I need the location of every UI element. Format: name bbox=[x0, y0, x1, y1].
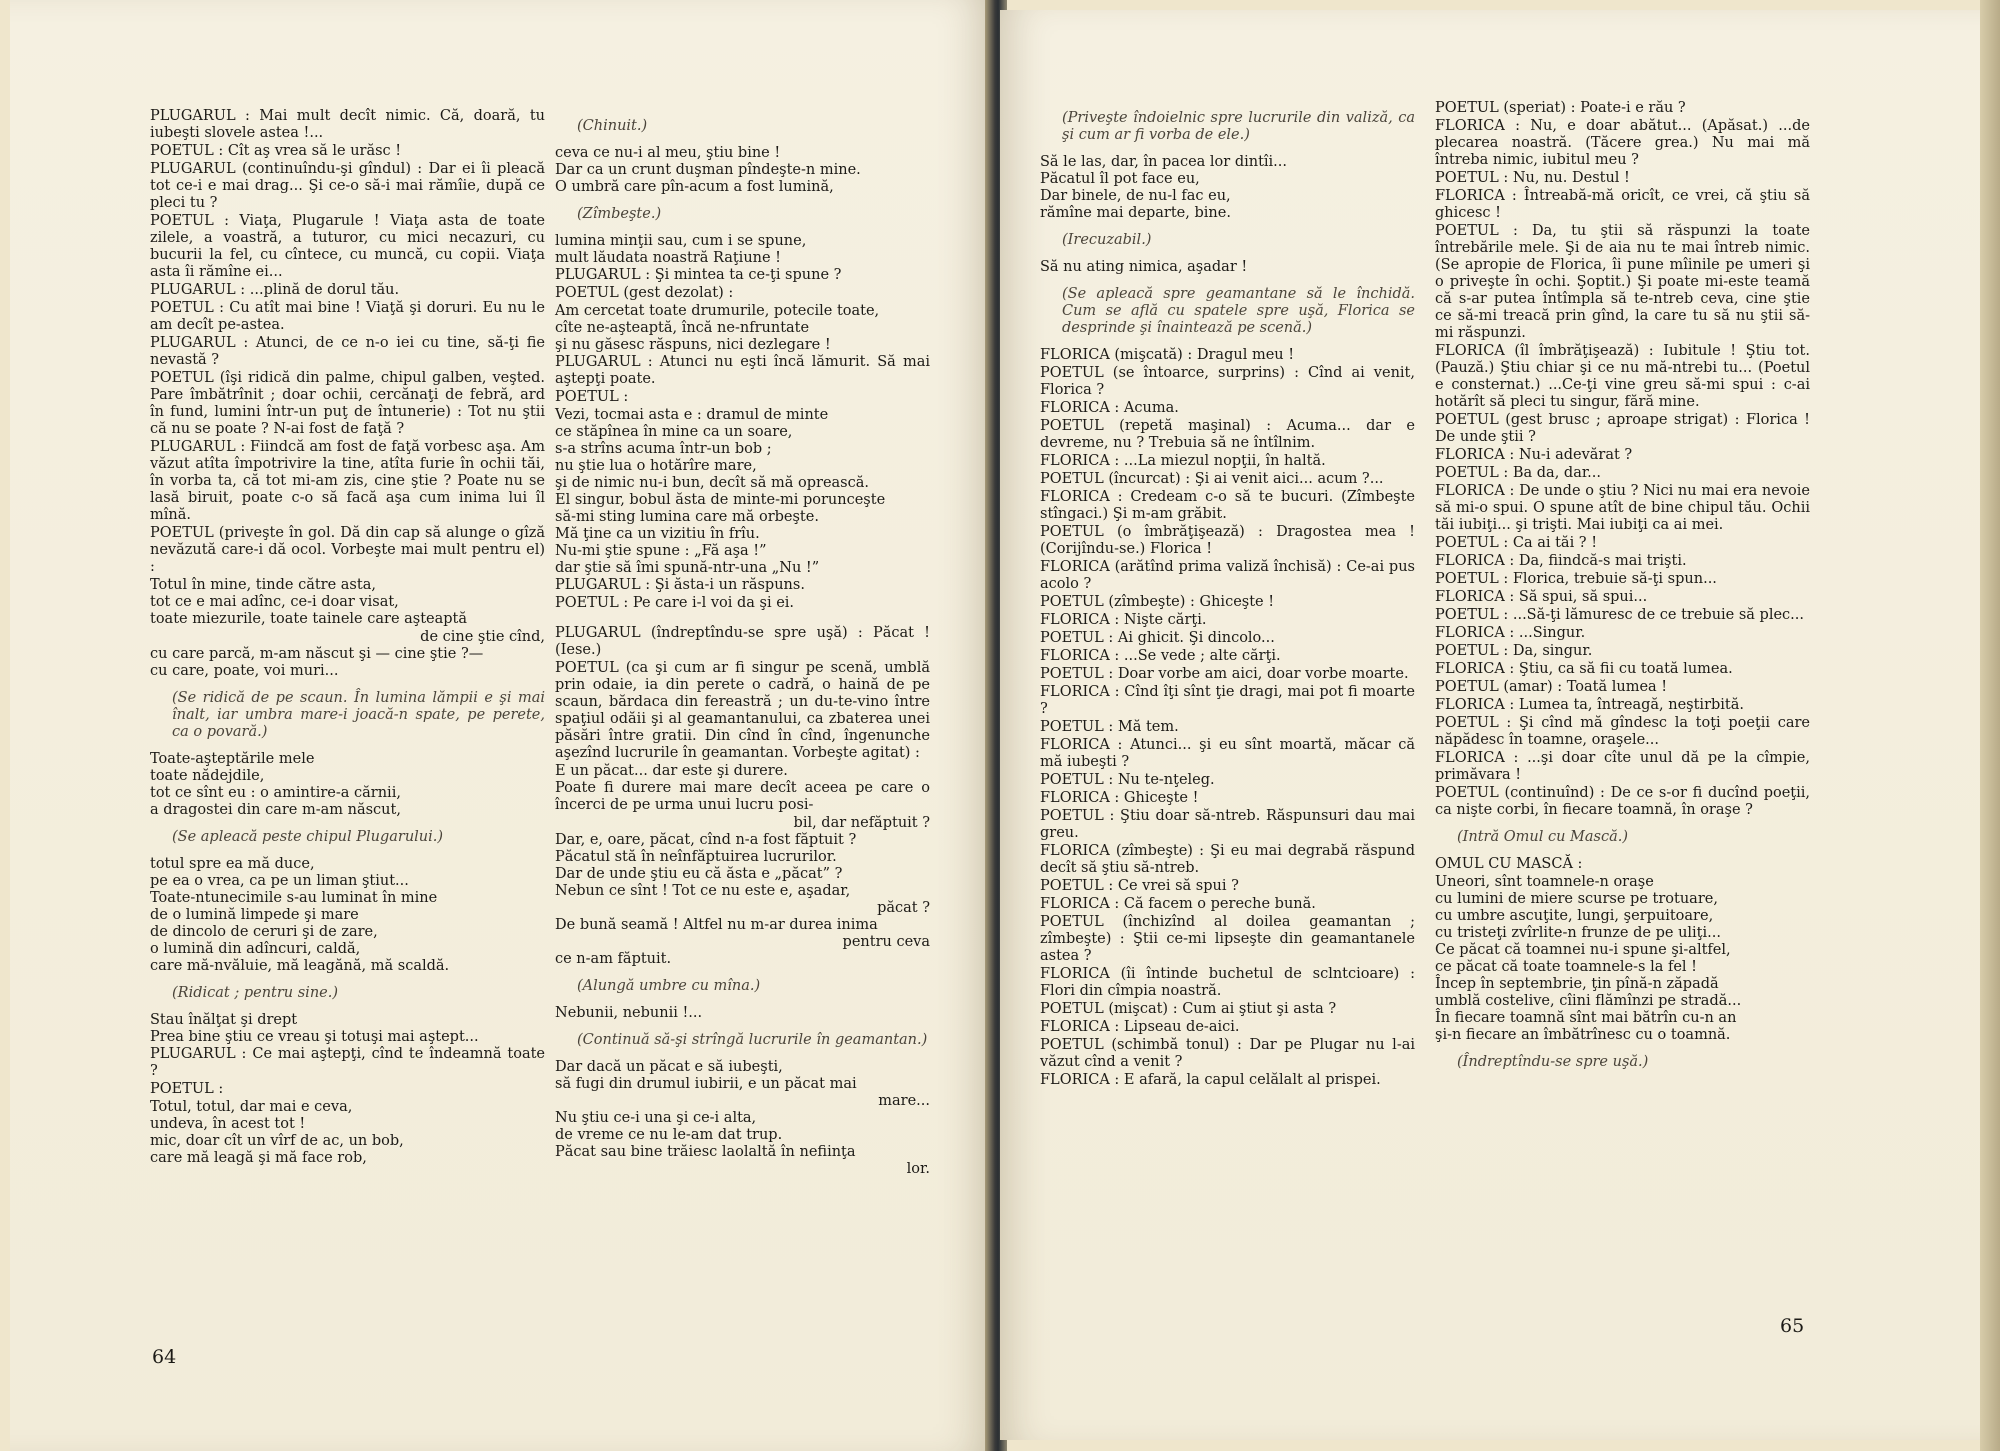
dialogue-line: FLORICA : De unde o ştiu ? Nici nu mai era nevoie să mi-o spui. O spune atît de bine chipul tău. Ochii tăi iubiţi... şi trişti. Mai iubiţi ca ai mei. bbox=[1435, 483, 1810, 533]
verse-line: Păcatul stă în neînfăptuirea lucrurilor. bbox=[555, 849, 837, 865]
verse-continuation: păcat ? bbox=[877, 900, 930, 916]
dialogue-line: FLORICA : Nişte cărţi. bbox=[1040, 612, 1207, 628]
verse-line: rămîne mai departe, bine. bbox=[1040, 205, 1231, 221]
right-page-column-1 bbox=[1040, 100, 1415, 1370]
dialogue-line: POETUL (amar) : Toată lumea ! bbox=[1435, 679, 1668, 695]
stage-direction: (Ridicat ; pentru sine.) bbox=[172, 985, 338, 1001]
dialogue-line: POETUL : Şi cînd mă gîndesc la toţi poeţii care năpădesc în toamne, oraşele... bbox=[1435, 715, 1810, 748]
verse-line: mic, doar cît un vîrf de ac, un bob, bbox=[150, 1133, 404, 1149]
verse-line: dar ştie să îmi spună-ntr-una „Nu !” bbox=[555, 560, 820, 576]
dialogue-line: FLORICA : Întreabă-mă oricît, ce vrei, că ştiu să ghicesc ! bbox=[1435, 188, 1810, 221]
dialogue-line: FLORICA : Ghiceşte ! bbox=[1040, 790, 1199, 806]
verse-line: Am cercetat toate drumurile, potecile toate, bbox=[555, 303, 880, 319]
verse-line: Dar dacă un păcat e să iubeşti, bbox=[555, 1059, 783, 1075]
verse-line: Nebunii, nebunii !... bbox=[555, 1005, 703, 1021]
page-edge bbox=[1980, 0, 2000, 1451]
dialogue-line: POETUL : Ai ghicit. Şi dincolo... bbox=[1040, 630, 1275, 646]
stage-direction: (Intră Omul cu Mască.) bbox=[1457, 829, 1628, 845]
verse-line: E un păcat... dar este şi durere. bbox=[555, 763, 788, 779]
verse-line: lumina minţii sau, cum i se spune, bbox=[555, 233, 807, 249]
verse-line: toate nădejdile, bbox=[150, 768, 265, 784]
stage-direction: (Îndreptîndu-se spre uşă.) bbox=[1457, 1054, 1649, 1070]
stage-direction: (Se apleacă peste chipul Plugarului.) bbox=[172, 829, 444, 845]
dialogue-line: POETUL : Florica, trebuie să-ţi spun... bbox=[1435, 571, 1717, 587]
verse-line: Să nu ating nimica, aşadar ! bbox=[1040, 259, 1248, 275]
verse-line: Prea bine ştiu ce vreau şi totuşi mai aştept... bbox=[150, 1029, 479, 1045]
dialogue-line: POETUL (o îmbrăţişează) : Dragostea mea ! (Corijîndu-se.) Florica ! bbox=[1040, 524, 1415, 557]
dialogue-line: FLORICA : Lipseau de-aici. bbox=[1040, 1019, 1240, 1035]
dialogue-line: FLORICA : Atunci... şi eu sînt moartă, măcar că mă iubeşti ? bbox=[1040, 737, 1415, 770]
verse-line: şi nu găsesc răspuns, nici dezlegare ! bbox=[555, 337, 831, 353]
verse-line: cu care parcă, m-am născut şi — cine ştie ?— bbox=[150, 646, 484, 662]
dialogue-line: PLUGARUL : Ce mai aştepţi, cînd te îndeamnă toate ? bbox=[150, 1046, 545, 1079]
verse-line: Nebun ce sînt ! Tot ce nu este e, aşadar, bbox=[555, 883, 851, 899]
verse-line: cu umbre ascuţite, lungi, şerpuitoare, bbox=[1435, 908, 1714, 924]
dialogue-line: PLUGARUL : Şi ăsta-i un răspuns. bbox=[555, 577, 805, 593]
dialogue-line: FLORICA : Cînd îţi sînt ţie dragi, mai pot fi moarte ? bbox=[1040, 684, 1415, 717]
verse-line: să-mi sting lumina care mă orbeşte. bbox=[555, 509, 819, 525]
verse-line: nu ştie lua o hotărîre mare, bbox=[555, 458, 757, 474]
dialogue-line: POETUL (încurcat) : Şi ai venit aici... acum ?... bbox=[1040, 471, 1384, 487]
dialogue-line: POETUL : Ba da, dar... bbox=[1435, 465, 1601, 481]
dialogue-line: POETUL : Cît aş vrea să le urăsc ! bbox=[150, 143, 402, 159]
verse-line: umblă costelive, cîini flămînzi pe stradă... bbox=[1435, 993, 1742, 1009]
verse-line: să fugi din drumul iubirii, e un păcat mai bbox=[555, 1076, 857, 1092]
dialogue-line: FLORICA : Acuma. bbox=[1040, 400, 1179, 416]
verse-continuation: pentru ceva bbox=[842, 934, 930, 950]
verse-line: Nu-mi ştie spune : „Fă aşa !” bbox=[555, 543, 767, 559]
verse-line: cu lumini de miere scurse pe trotuare, bbox=[1435, 891, 1718, 907]
dialogue-line: PLUGARUL (îndreptîndu-se spre uşă) : Păcat ! (Iese.) bbox=[555, 625, 930, 658]
verse-line: Dar de unde ştiu eu că ăsta e „păcat” ? bbox=[555, 866, 843, 882]
dialogue-line: FLORICA : ...Se vede ; alte cărţi. bbox=[1040, 648, 1281, 664]
stage-direction: (Zîmbeşte.) bbox=[577, 206, 662, 222]
dialogue-line: FLORICA : Da, fiindcă-s mai trişti. bbox=[1435, 553, 1687, 569]
verse-line: Toate-ntunecimile s-au luminat în mine bbox=[150, 890, 438, 906]
dialogue-line: POETUL (priveşte în gol. Dă din cap să alunge o gîză nevăzută care-i dă ocol. Vorbeşte mai mult pentru el) : bbox=[150, 525, 545, 575]
verse-line: ce n-am făptuit. bbox=[555, 951, 672, 967]
verse-line: Dar binele, de nu-l fac eu, bbox=[1040, 188, 1231, 204]
dialogue-line: FLORICA : ...Singur. bbox=[1435, 625, 1586, 641]
dialogue-line: POETUL : bbox=[150, 1081, 224, 1097]
dialogue-line: FLORICA : ...şi doar cîte unul dă pe la cîmpie, primăvara ! bbox=[1435, 750, 1810, 783]
verse-line: mult lăudata noastră Raţiune ! bbox=[555, 250, 782, 266]
dialogue-line: FLORICA (zîmbeşte) : Şi eu mai degrabă răspund decît să ştiu să-ntreb. bbox=[1040, 843, 1415, 876]
verse-line: şi-n fiecare an îmbătrînesc cu o toamnă. bbox=[1435, 1027, 1731, 1043]
dialogue-line: PLUGARUL : Atunci nu eşti încă lămurit. Să mai aştepţi poate. bbox=[555, 354, 930, 387]
dialogue-line: PLUGARUL : Mai mult decît nimic. Că, doară, tu iubeşti slovele astea !... bbox=[150, 108, 545, 141]
verse-line: ceva ce nu-i al meu, ştiu bine ! bbox=[555, 145, 781, 161]
dialogue-line: POETUL : Ce vrei să spui ? bbox=[1040, 878, 1239, 894]
verse-line: o lumină din adîncuri, caldă, bbox=[150, 941, 361, 957]
paragraph-spacer bbox=[555, 613, 930, 625]
dialogue-line: POETUL (speriat) : Poate-i e rău ? bbox=[1435, 100, 1686, 116]
verse-line: O umbră care pîn-acum a fost lumină, bbox=[555, 179, 834, 195]
verse-line: Dar ca un crunt duşman pîndeşte-n mine. bbox=[555, 162, 861, 178]
dialogue-line: FLORICA : ...La miezul nopţii, în haltă. bbox=[1040, 453, 1326, 469]
dialogue-line: FLORICA : Nu, e doar abătut... (Apăsat.) ...de plecarea noastră. (Tăcere grea.) Nu mai mă întreba nimic, iubitul meu ? bbox=[1435, 118, 1810, 168]
verse-line: de o lumină limpede şi mare bbox=[150, 907, 359, 923]
verse-line: ce păcat că toate toamnele-s la fel ! bbox=[1435, 959, 1697, 975]
right-page-column-2 bbox=[1435, 100, 1810, 1370]
verse-line: totul spre ea mă duce, bbox=[150, 856, 315, 872]
verse-line: tot ce e mai adînc, ce-i doar visat, bbox=[150, 594, 399, 610]
dialogue-line: OMUL CU MASCĂ : bbox=[1435, 856, 1583, 872]
dialogue-line: FLORICA (arătînd prima valiză închisă) : Ce-ai pus acolo ? bbox=[1040, 559, 1415, 592]
dialogue-line: POETUL : Pe care i-l voi da şi ei. bbox=[555, 595, 795, 611]
verse-line: de dincolo de ceruri şi de zare, bbox=[150, 924, 378, 940]
dialogue-line: POETUL : Da, tu ştii să răspunzi la toate întrebările mele. Şi de aia nu te mai întreb nimic. (Se apropie de Florica, îi pune mîinile pe umeri şi o priveşte în ochi. Şoptit.) Şi poate mi-este teamă că s-ar putea întîmpla să te-ntreb ceva, cine ştie ce să-mi treacă prin gînd, la care tu să nu ştii să-mi răspunzi. bbox=[1435, 223, 1810, 341]
left-page-column-2 bbox=[555, 108, 930, 1381]
right-page bbox=[1000, 10, 1985, 1440]
dialogue-line: Poate fi durere mai mare decît aceea pe care o încerci de pe urma unui lucru posi- bbox=[555, 780, 930, 813]
verse-line: Mă ţine ca un vizitiu în frîu. bbox=[555, 526, 760, 542]
dialogue-line: POETUL : Da, singur. bbox=[1435, 643, 1593, 659]
verse-line: De bună seamă ! Altfel nu m-ar durea inima bbox=[555, 917, 878, 933]
dialogue-line: FLORICA (îl îmbrăţişează) : Iubitule ! Ştiu tot. (Pauză.) Ştiu chiar şi ce nu mă-ntrebi tu... (Poetul e consternat.) ...Ce-ţi vine greu să-mi spui : c-ai hotărît să pleci tu singur, fără mine. bbox=[1435, 343, 1810, 410]
verse-line: de vreme ce nu le-am dat trup. bbox=[555, 1127, 783, 1143]
dialogue-line: PLUGARUL : Fiindcă am fost de faţă vorbesc aşa. Am văzut atîta împotrivire la tine, atîta furie în ochii tăi, în vorba ta, că tot mi-am zis, cine ştie ? Poate nu se lasă biruit, poate c-o să facă aşa cum inima lui îl mînă. bbox=[150, 439, 545, 523]
verse-line: tot ce sînt eu : o amintire-a cărnii, bbox=[150, 785, 401, 801]
dialogue-line: FLORICA : Lumea ta, întreagă, neştirbită. bbox=[1435, 697, 1744, 713]
verse-continuation: de cine ştie cînd, bbox=[420, 629, 545, 645]
dialogue-line: FLORICA (îi întinde buchetul de sclntcioare) : Flori din cîmpia noastră. bbox=[1040, 966, 1415, 999]
dialogue-line: POETUL (se întoarce, surprins) : Cînd ai venit, Florica ? bbox=[1040, 365, 1415, 398]
dialogue-line: PLUGARUL (continuîndu-şi gîndul) : Dar ei îi pleacă tot ce-i e mai drag... Şi ce-o să-i mai rămîie, după ce pleci tu ? bbox=[150, 161, 545, 211]
verse-line: Vezi, tocmai asta e : dramul de minte bbox=[555, 407, 829, 423]
dialogue-line: FLORICA : Ştiu, ca să fii cu toată lumea. bbox=[1435, 661, 1733, 677]
verse-line: Totul, totul, dar mai e ceva, bbox=[150, 1099, 353, 1115]
dialogue-line: PLUGARUL : ...plină de dorul tău. bbox=[150, 282, 400, 298]
stage-direction: (Alungă umbre cu mîna.) bbox=[577, 978, 761, 994]
verse-line: Toate-aşteptările mele bbox=[150, 751, 315, 767]
verse-line: Să le las, dar, în pacea lor dintîi... bbox=[1040, 154, 1288, 170]
verse-line: Stau înălţat şi drept bbox=[150, 1012, 298, 1028]
verse-line: Nu ştiu ce-i una şi ce-i alta, bbox=[555, 1110, 757, 1126]
dialogue-line: POETUL (mişcat) : Cum ai ştiut şi asta ? bbox=[1040, 1001, 1337, 1017]
verse-line: cu tristeţi zvîrlite-n frunze de pe uliţi... bbox=[1435, 925, 1721, 941]
verse-line: undeva, în acest tot ! bbox=[150, 1116, 306, 1132]
verse-line: a dragostei din care m-am născut, bbox=[150, 802, 401, 818]
dialogue-line: POETUL : Mă tem. bbox=[1040, 719, 1179, 735]
verse-line: ce stăpînea în mine ca un soare, bbox=[555, 424, 793, 440]
verse-line: Dar, e, oare, păcat, cînd n-a fost făptuit ? bbox=[555, 832, 857, 848]
stage-direction: (Irecuzabil.) bbox=[1062, 232, 1152, 248]
dialogue-line: POETUL (repetă maşinal) : Acuma... dar e devreme, nu ? Trebuia să ne întîlnim. bbox=[1040, 418, 1415, 451]
dialogue-line: POETUL : ...Să-ţi lămuresc de ce trebuie să plec... bbox=[1435, 607, 1804, 623]
verse-continuation: mare... bbox=[878, 1093, 930, 1109]
dialogue-line: POETUL : Nu, nu. Destul ! bbox=[1435, 170, 1630, 186]
dialogue-line: POETUL (închizînd al doilea geamantan ; zîmbeşte) : Ştii ce-mi lipseşte din geamantanele astea ? bbox=[1040, 914, 1415, 964]
dialogue-line: PLUGARUL : Atunci, de ce n-o iei cu tine, să-ţi fie nevastă ? bbox=[150, 335, 545, 368]
dialogue-line: FLORICA (mişcată) : Dragul meu ! bbox=[1040, 347, 1295, 363]
verse-line: Păcat sau bine trăiesc laolaltă în nefiinţa bbox=[555, 1144, 856, 1160]
stage-direction: (Se apleacă spre geamantane să le închidă. Cum se află cu spatele spre uşă, Florica se desprinde şi înaintează pe scenă.) bbox=[1062, 286, 1415, 336]
left-page-column-1 bbox=[150, 108, 545, 1381]
verse-line: Păcatul îl pot face eu, bbox=[1040, 171, 1200, 187]
dialogue-line: POETUL : bbox=[555, 389, 629, 405]
verse-line: care mă-nvăluie, mă leagănă, mă scaldă. bbox=[150, 958, 450, 974]
dialogue-line: POETUL (îşi ridică din palme, chipul galben, veşted. Pare îmbătrînit ; doar ochii, cercănaţi de febră, ard în fund, lumini într-un puţ de întunerie) : Tot nu ştii că nu se poate ? N-ai fost de faţă ? bbox=[150, 370, 545, 437]
dialogue-line: POETUL : Ca ai tăi ? ! bbox=[1435, 535, 1598, 551]
dialogue-line: POETUL (continuînd) : De ce s-or fi ducînd poeţii, ca nişte corbi, în fiecare toamnă, în oraşe ? bbox=[1435, 785, 1810, 818]
dialogue-line: POETUL (gest brusc ; aproape strigat) : Florica ! De unde ştii ? bbox=[1435, 412, 1810, 445]
page-number-left: 64 bbox=[152, 1346, 177, 1368]
page-number-right: 65 bbox=[1780, 1315, 1805, 1337]
verse-continuation: lor. bbox=[906, 1161, 930, 1177]
dialogue-line: POETUL (gest dezolat) : bbox=[555, 285, 734, 301]
dialogue-line: POETUL : Ştiu doar să-ntreb. Răspunsuri dau mai greu. bbox=[1040, 808, 1415, 841]
dialogue-line: POETUL : Cu atît mai bine ! Viaţă şi doruri. Eu nu le am decît pe-astea. bbox=[150, 300, 545, 333]
verse-line: Totul în mine, tinde către asta, bbox=[150, 577, 376, 593]
dialogue-line: POETUL : Viaţa, Plugarule ! Viaţa asta de toate zilele, a voastră, a tuturor, cu mici necazuri, cu bucurii la fel, cu cîntece, cu muncă, cu copii. Viaţa asta îi rămîne ei... bbox=[150, 213, 545, 280]
dialogue-line: FLORICA : Nu-i adevărat ? bbox=[1435, 447, 1633, 463]
dialogue-line: toate miezurile, toate tainele care aşteaptă bbox=[150, 611, 468, 627]
verse-line: Uneori, sînt toamnele-n oraşe bbox=[1435, 874, 1654, 890]
left-page bbox=[10, 0, 990, 1451]
dialogue-line: FLORICA : Că facem o pereche bună. bbox=[1040, 896, 1316, 912]
dialogue-line: POETUL (zîmbeşte) : Ghiceşte ! bbox=[1040, 594, 1275, 610]
verse-line: El singur, bobul ăsta de minte-mi porunceşte bbox=[555, 492, 886, 508]
dialogue-line: POETUL : Doar vorbe am aici, doar vorbe moarte. bbox=[1040, 666, 1409, 682]
stage-direction: (Se ridică de pe scaun. În lumina lămpii e şi mai înalt, iar umbra mare-i joacă-n spate, pe perete, ca o povară.) bbox=[172, 690, 545, 740]
verse-line: şi de nimic nu-i bun, decît să mă oprească. bbox=[555, 475, 869, 491]
verse-line: pe ea o vrea, ca pe un liman ştiut... bbox=[150, 873, 409, 889]
verse-line: Încep în septembrie, ţin pînă-n zăpadă bbox=[1435, 976, 1719, 992]
dialogue-line: POETUL (schimbă tonul) : Dar pe Plugar nu l-ai văzut cînd a venit ? bbox=[1040, 1037, 1415, 1070]
stage-direction: (Continuă să-şi strîngă lucrurile în geamantan.) bbox=[577, 1032, 928, 1048]
dialogue-line: PLUGARUL : Şi mintea ta ce-ţi spune ? bbox=[555, 267, 842, 283]
stage-direction: (Priveşte îndoielnic spre lucrurile din valiză, ca şi cum ar fi vorba de ele.) bbox=[1062, 110, 1415, 143]
dialogue-line: POETUL (ca şi cum ar fi singur pe scenă, umblă prin odaie, ia din perete o cadră, o haină de pe scaun, bărdaca din fereastră ; un du-te-vino între spaţiul odăii şi al geamantanului, ca zbaterea unei păsări între gratii. Din cînd în cînd, îngenunche aşezînd lucrurile în geamantan. Vorbeşte agitat) : bbox=[555, 660, 930, 761]
dialogue-line: FLORICA : E afară, la capul celălalt al prispei. bbox=[1040, 1072, 1381, 1088]
stage-direction: (Chinuit.) bbox=[577, 118, 648, 134]
dialogue-line: POETUL : Nu te-nţeleg. bbox=[1040, 772, 1215, 788]
dialogue-line: FLORICA : Să spui, să spui... bbox=[1435, 589, 1648, 605]
verse-line: s-a strîns acuma într-un bob ; bbox=[555, 441, 772, 457]
verse-continuation: bil, dar nefăptuit ? bbox=[793, 815, 930, 831]
dialogue-line: FLORICA : Credeam c-o să te bucuri. (Zîmbeşte stîngaci.) Şi m-am grăbit. bbox=[1040, 489, 1415, 522]
verse-line: Ce păcat că toamnei nu-i spune şi-altfel, bbox=[1435, 942, 1731, 958]
verse-line: cu care, poate, voi muri... bbox=[150, 663, 339, 679]
verse-line: cîte ne-aşteaptă, încă ne-nfruntate bbox=[555, 320, 810, 336]
verse-line: care mă leagă şi mă face rob, bbox=[150, 1150, 367, 1166]
verse-line: În fiecare toamnă sînt mai bătrîn cu-n an bbox=[1435, 1010, 1737, 1026]
